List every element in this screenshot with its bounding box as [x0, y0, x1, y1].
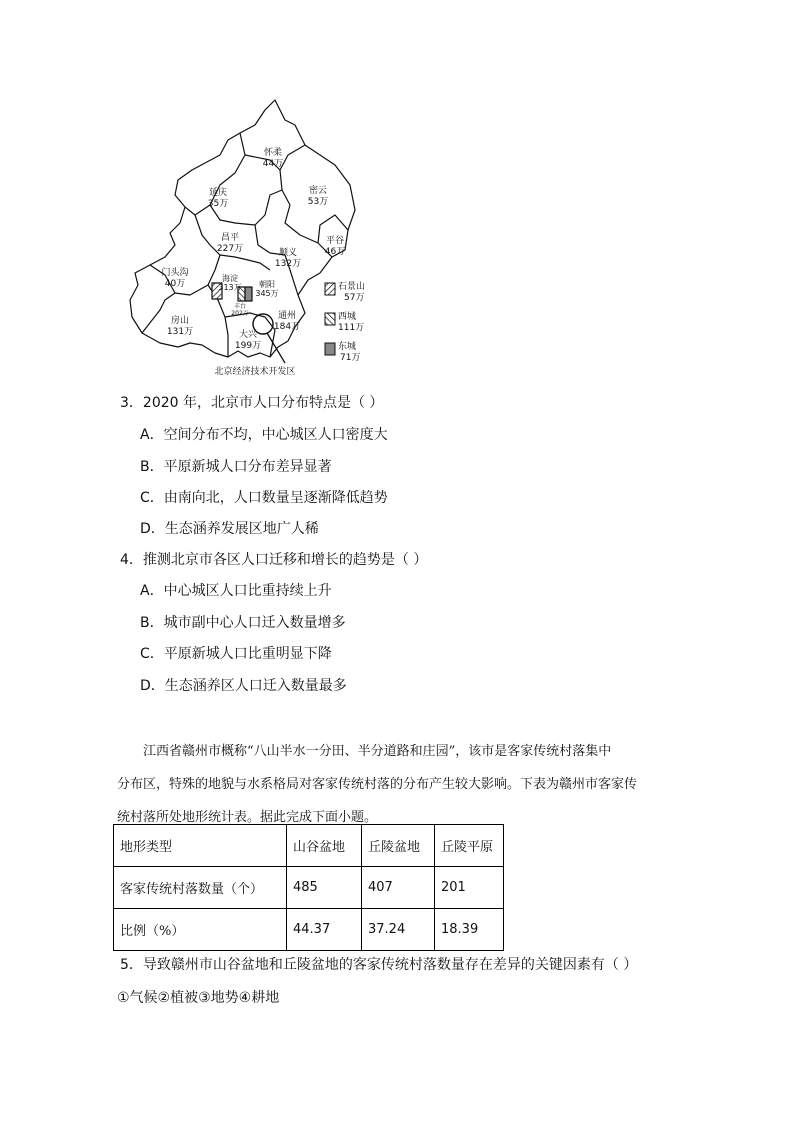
table-header-cell: 丘陵盆地 — [362, 825, 435, 867]
question-3-option-d[interactable]: D．生态涵养发展区地广人稀 — [140, 521, 319, 537]
legend-dongcheng: 东城 71万 — [338, 342, 361, 363]
table-cell: 比例（%） — [114, 909, 287, 951]
table-cell: 44.37 — [287, 909, 362, 951]
label-chaoyang: 朝阳 345万 — [255, 280, 279, 298]
table-cell: 485 — [287, 867, 362, 909]
legend-swatch-xicheng — [325, 313, 335, 325]
question-4-option-d[interactable]: D．生态涵养区人口迁入数量最多 — [140, 678, 347, 694]
question-3-stem: 3．2020 年，北京市人口分布特点是（ ） — [120, 395, 384, 411]
passage-line-2: 分布区，特殊的地貌与水系格局对客家传统村落的分布产生较大影响。下表为赣州市客家传 — [117, 777, 638, 792]
label-mentougou: 门头沟 40万 — [161, 268, 189, 289]
table-row — [114, 909, 504, 951]
label-miyun: 密云 53万 — [307, 186, 329, 207]
question-5-stem: 5．导致赣州市山谷盆地和丘陵盆地的客家传统村落数量存在差异的关键因素有（ ） — [120, 957, 638, 973]
passage — [117, 735, 637, 834]
table-row — [114, 867, 504, 909]
question-4-stem: 4．推测北京市各区人口迁移和增长的趋势是（ ） — [120, 552, 428, 568]
question-5-factors: ①气候②植被③地势④耕地 — [117, 990, 280, 1006]
map-outline — [130, 100, 355, 357]
terrain-statistics-table — [113, 824, 504, 951]
passage-line-3: 统村落所处地形统计表。据此完成下面小题。 — [117, 810, 378, 825]
label-fangshan: 房山 131万 — [166, 316, 194, 337]
callout-economic-dev-zone: 北京经济技术开发区 — [214, 367, 296, 377]
passage-line-1: 江西省赣州市概称“八山半水一分田、半分道路和庄园”，该市是客家传统村落集中 — [143, 744, 612, 759]
table-header-cell: 丘陵平原 — [435, 825, 504, 867]
question-3-option-b[interactable]: B．平原新城人口分布差异显著 — [140, 459, 332, 475]
question-3-option-a[interactable]: A．空间分布不均，中心城区人口密度大 — [140, 427, 388, 443]
table-cell: 407 — [362, 867, 435, 909]
table-header-cell: 地形类型 — [114, 825, 287, 867]
question-3-option-c[interactable]: C．由南向北，人口数量呈逐渐降低趋势 — [140, 490, 388, 506]
label-yanqing: 延庆 35万 — [207, 188, 229, 209]
label-haidian: 海淀 313万 — [218, 274, 242, 292]
table-header-row — [114, 825, 504, 867]
label-daxing: 大兴 199万 — [234, 330, 262, 351]
question-4-option-b[interactable]: B．城市副中心人口迁入数量增多 — [140, 615, 346, 631]
question-4-option-c[interactable]: C．平原新城人口比重明显下降 — [140, 646, 332, 662]
legend-swatch-dongcheng — [325, 343, 335, 355]
question-4-option-a[interactable]: A．中心城区人口比重持续上升 — [140, 583, 332, 599]
label-shunyi: 顺义 132万 — [274, 248, 302, 269]
label-pinggu: 平谷 46万 — [324, 236, 346, 257]
legend-shijingshan: 石景山 57万 — [338, 282, 366, 303]
table-cell: 客家传统村落数量（个） — [114, 867, 287, 909]
table-header-cell: 山谷盆地 — [287, 825, 362, 867]
label-huairou: 怀柔 44万 — [262, 148, 284, 169]
table-cell: 37.24 — [362, 909, 435, 951]
legend-swatch-shijingshan — [325, 283, 335, 295]
table-cell: 201 — [435, 867, 504, 909]
legend-xicheng: 西城 111万 — [338, 312, 365, 333]
dongcheng-area — [245, 287, 252, 301]
label-changping: 昌平 227万 — [216, 233, 244, 254]
beijing-population-map — [120, 95, 380, 380]
label-tongzhou: 通州 184万 — [273, 311, 301, 332]
table-cell: 18.39 — [435, 909, 504, 951]
label-fengtai: 丰台 202万 — [231, 303, 249, 317]
